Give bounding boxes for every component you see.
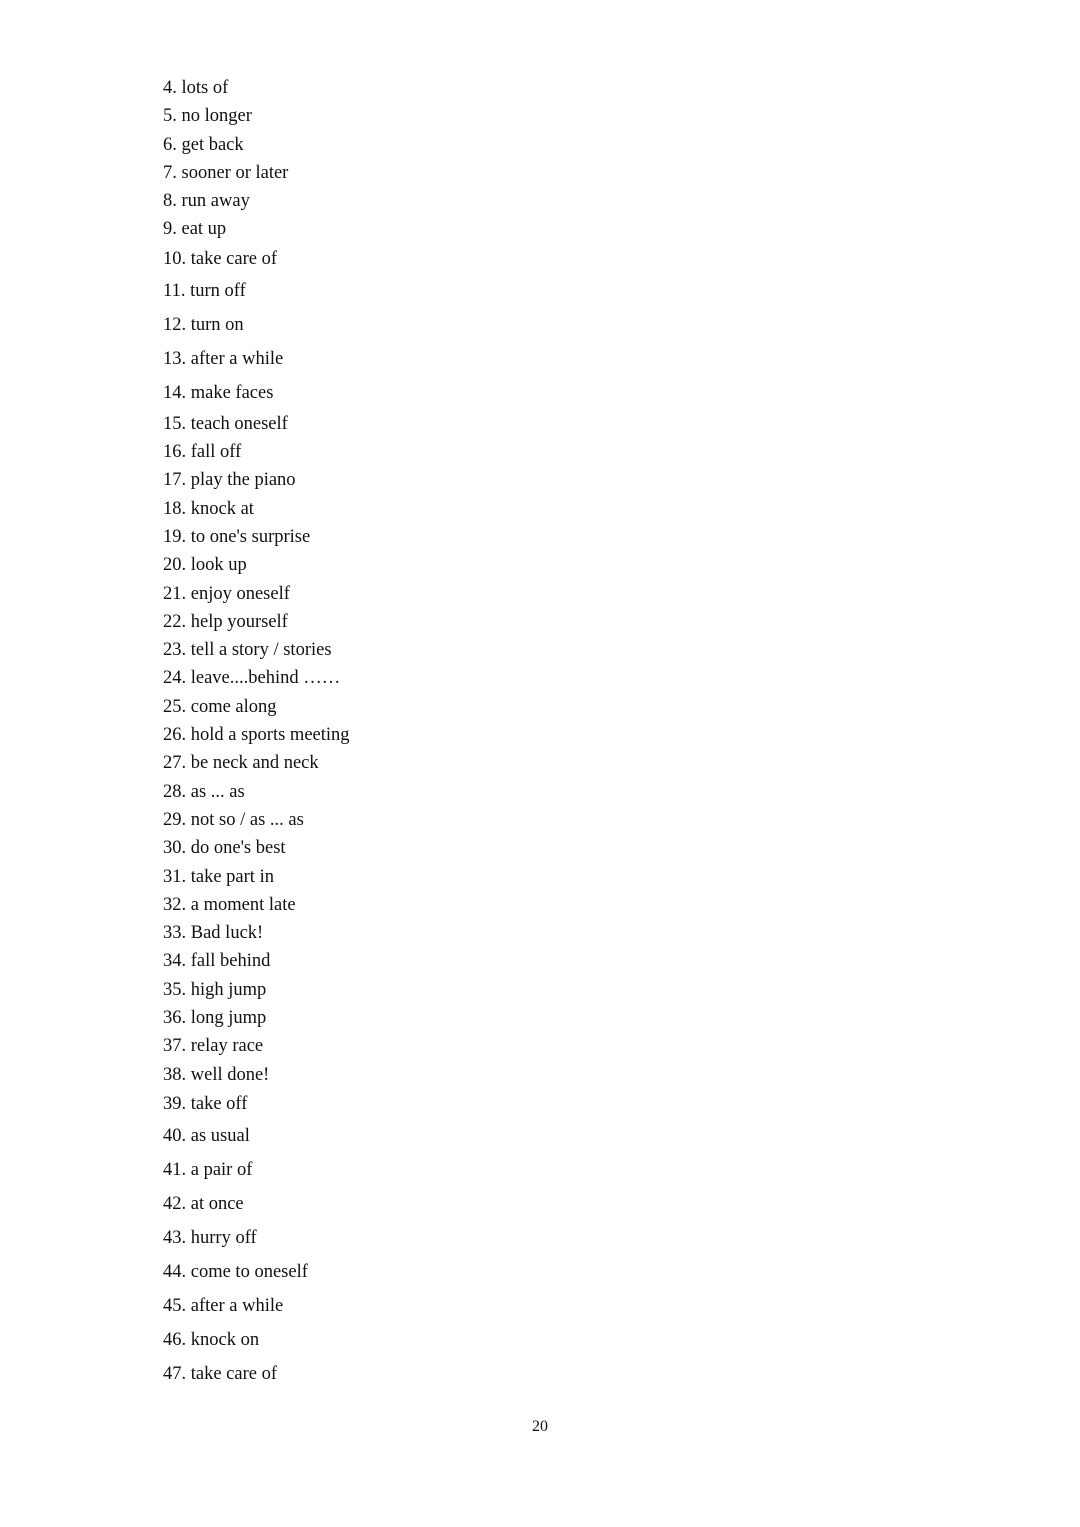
list-item: 25. come along (163, 696, 277, 717)
list-item: 17. play the piano (163, 470, 296, 491)
list-item: 40. as usual (163, 1125, 250, 1146)
list-item: 5. no longer (163, 106, 252, 127)
list-item: 44. come to oneself (163, 1261, 308, 1282)
list-item: 29. not so / as ... as (163, 809, 304, 830)
list-item: 32. a moment late (163, 894, 296, 915)
list-item: 26. hold a sports meeting (163, 725, 350, 746)
list-item: 19. to one's surprise (163, 526, 311, 547)
list-item: 7. sooner or later (163, 162, 289, 183)
list-item: 34. fall behind (163, 951, 271, 972)
list-item: 39. take off (163, 1093, 248, 1114)
list-item: 42. at once (163, 1193, 244, 1214)
list-item: 22. help yourself (163, 611, 288, 632)
list-item: 37. relay race (163, 1036, 264, 1057)
list-item: 16. fall off (163, 442, 242, 463)
list-item: 15. teach oneself (163, 413, 288, 434)
list-item: 11. turn off (163, 280, 246, 301)
list-item: 20. look up (163, 555, 247, 576)
list-item: 4. lots of (163, 78, 229, 98)
list-item: 8. run away (163, 191, 250, 212)
list-item: 47. take care of (163, 1363, 278, 1384)
list-item: 9. eat up (163, 219, 227, 240)
list-item: 27. be neck and neck (163, 753, 319, 774)
list-item: 35. high jump (163, 979, 267, 1000)
list-item: 31. take part in (163, 866, 274, 887)
list-item: 21. enjoy oneself (163, 583, 290, 604)
list-item: 13. after a while (163, 348, 284, 369)
list-item: 14. make faces (163, 382, 274, 403)
list-item: 43. hurry off (163, 1227, 257, 1248)
list-item: 30. do one's best (163, 838, 286, 859)
list-item: 33. Bad luck! (163, 923, 264, 944)
list-item: 46. knock on (163, 1329, 260, 1350)
list-item: 23. tell a story / stories (163, 640, 332, 661)
list-item: 41. a pair of (163, 1159, 253, 1180)
list-item: 6. get back (163, 134, 244, 155)
list-item: 38. well done! (163, 1064, 270, 1085)
list-item: 24. leave....behind …… (163, 668, 341, 689)
list-item: 28. as ... as (163, 781, 245, 802)
list-item: 36. long jump (163, 1008, 267, 1029)
list-item: 12. turn on (163, 314, 244, 335)
list-item: 18. knock at (163, 498, 254, 519)
list-item: 45. after a while (163, 1295, 284, 1316)
list-item: 10. take care of (163, 248, 278, 269)
page-number: 20 (532, 1418, 548, 1435)
phrase-list (163, 74, 350, 1391)
